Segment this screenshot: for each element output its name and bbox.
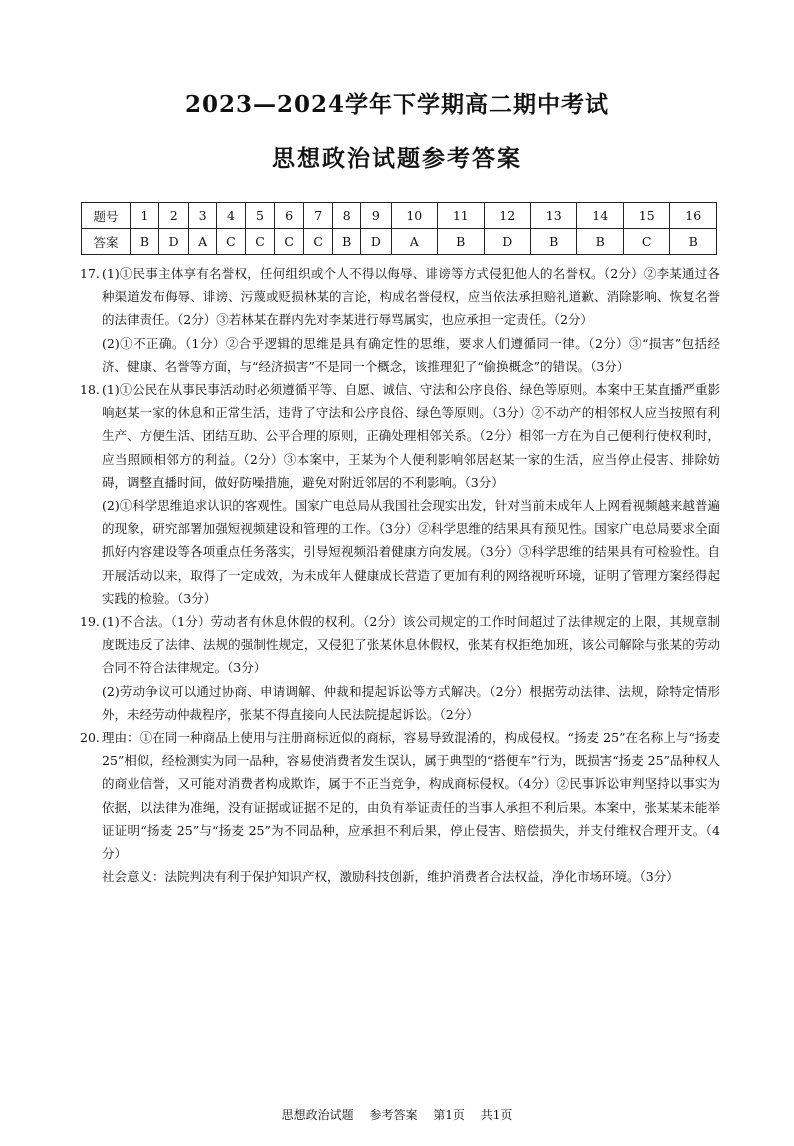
question-number-cell: 13 [531, 203, 577, 229]
question-content [102, 262, 720, 378]
answer-cell: D [361, 229, 391, 255]
answer-paragraph: (1)①民事主体享有名誉权，任何组织或个人不得以侮辱、诽谤等方式侵犯他人的名誉权。（2分）②李某通过各种渠道发布侮辱、诽谤、污蔑或贬损林某的言论，构成名誉侵权，应当依法承担赔礼道歉、消除影响、恢复名誉的法律责任。（2分）③若林某在群内先对李某进行辱骂属实，也应承担一定责任。（2分） [102, 266, 720, 328]
answer-cell: B [438, 229, 484, 255]
question-number-cell: 5 [245, 203, 274, 229]
question-number-cell: 15 [623, 203, 669, 229]
question-content [102, 610, 720, 726]
question-number-cell: 1 [131, 203, 159, 229]
answer-cell: D [159, 229, 189, 255]
question-number-cell: 3 [189, 203, 217, 229]
answer-paragraph: (2)①不正确。（1分）②合乎逻辑的思维是具有确定性的思维，要求人们遵循同一律。（2分）③“损害”包括经济、健康、名誉等方面，与“经济损害”不是同一个概念，该推理犯了“偷换概念”的错误。（3分） [102, 335, 720, 374]
answer-cell: C [304, 229, 333, 255]
answer-paragraph: 社会意义：法院判决有利于保护知识产权，激励科技创新，维护消费者合法权益，净化市场环境。（3分） [102, 869, 679, 885]
row-label-number: 题号 [82, 203, 131, 229]
question-number-cell: 6 [275, 203, 304, 229]
answer-body [80, 262, 720, 888]
answer-cell: A [391, 229, 437, 255]
question-number-cell: 10 [391, 203, 437, 229]
answer-paragraph: 理由：①在同一种商品上使用与注册商标近似的商标，容易导致混淆的，构成侵权。“扬麦 25”在名称上与“扬麦 25”相似，经检测实为同一品种，容易使消费者发生误认，属于典型的“搭便车”行为，既损害“扬麦 25”品种权人的商业信誉，又可能对消费者构成欺诈，属于不正当竞争，构成商标侵权。（4分）②民事诉讼审判坚持以事实为依据，以法律为准绳，没有证据或证据不足的，由负有举证责任的当事人承担不利后果。本案中，张某某未能举证证明“扬麦 25”与“扬麦 25”为不同品种，应承担不利后果，停止侵害、赔偿损失，并支付维权合理开支。（4分） [102, 730, 720, 862]
question-20 [80, 726, 720, 888]
exam-title: 2023—2024学年下学期高二期中考试 [184, 91, 610, 118]
question-number-row [82, 203, 717, 229]
answer-cell: C [245, 229, 274, 255]
footer-page: 第1页 [433, 1108, 465, 1122]
answer-cell: D [484, 229, 530, 255]
answer-paragraph: (1)①公民在从事民事活动时必须遵循平等、自愿、诚信、守法和公序良俗、绿色等原则。本案中王某直播严重影响赵某一家的休息和正常生活，违背了守法和公序良俗、绿色等原则。（3分）②不动产的相邻权人应当按照有利生产、方便生活、团结互助、公平合理的原则，正确处理相邻关系。（2分）相邻一方在为自己便利行使权利时，应当照顾相邻方的利益。（2分）③本案中，王某为个人便利影响邻居赵某一家的生活，应当停止侵害、排除妨碍，调整直播时间，做好防噪措施，避免对附近邻居的不利影响。（3分） [102, 382, 720, 490]
answer-cell: B [670, 229, 717, 255]
answer-paragraph: (2)①科学思维追求认识的客观性。国家广电总局从我国社会现实出发，针对当前未成年人上网看视频越来越普遍的现象，研究部署加强短视频建设和管理的工作。（3分）②科学思维的结果具有预见性。国家广电总局要求全面抓好内容建设等各项重点任务落实，引导短视频沿着健康方向发展。（3分）③科学思维的结果具有可检验性。自开展活动以来，取得了一定成效，为未成年人健康成长营造了更加有利的网络视听环境，证明了管理方案经得起实践的检验。（3分） [102, 498, 720, 606]
question-number-cell: 9 [361, 203, 391, 229]
answer-cell: A [189, 229, 217, 255]
answer-paragraph: (1)不合法。（1分）劳动者有休息休假的权利。（2分）该公司规定的工作时间超过了法律规定的上限，其规章制度既违反了法律、法规的强制性规定，又侵犯了张某休息休假权，张某有权拒绝加班，该公司解除与张某的劳动合同不符合法律规定。（3分） [102, 614, 720, 676]
answer-cell: B [333, 229, 361, 255]
answer-cell: C [275, 229, 304, 255]
question-number: 20. [80, 730, 100, 746]
answer-cell: B [131, 229, 159, 255]
answer-paragraph: (2)劳动争议可以通过协商、申请调解、仲裁和提起诉讼等方式解决。（2分）根据劳动法律、法规，除特定情形外，未经劳动仲裁程序，张某不得直接向人民法院提起诉讼。（2分） [102, 683, 720, 722]
question-content [102, 726, 720, 888]
page-footer [0, 1106, 794, 1123]
footer-total: 共1页 [480, 1108, 513, 1122]
question-number-cell: 4 [216, 203, 245, 229]
question-18 [80, 378, 720, 610]
question-number-cell: 16 [670, 203, 717, 229]
question-number-cell: 12 [484, 203, 530, 229]
question-number: 17. [80, 266, 100, 281]
question-number: 19. [80, 614, 100, 630]
question-number-cell: 14 [577, 203, 623, 229]
footer-subject: 思想政治试题 [281, 1108, 354, 1122]
row-label-answer: 答案 [82, 229, 131, 255]
answer-key-title: 思想政治试题参考答案 [272, 145, 522, 172]
answer-cell: B [531, 229, 577, 255]
footer-doc-type: 参考答案 [369, 1108, 418, 1122]
question-number: 18. [80, 382, 100, 398]
answer-table [81, 202, 717, 255]
question-number-cell: 8 [333, 203, 361, 229]
question-19 [80, 610, 720, 726]
answer-cell: C [623, 229, 669, 255]
question-content [102, 378, 720, 610]
question-17 [80, 262, 720, 378]
question-number-cell: 11 [438, 203, 484, 229]
answer-cell: B [577, 229, 623, 255]
answer-row [82, 229, 717, 255]
question-number-cell: 7 [304, 203, 333, 229]
question-number-cell: 2 [159, 203, 189, 229]
answer-cell: C [216, 229, 245, 255]
